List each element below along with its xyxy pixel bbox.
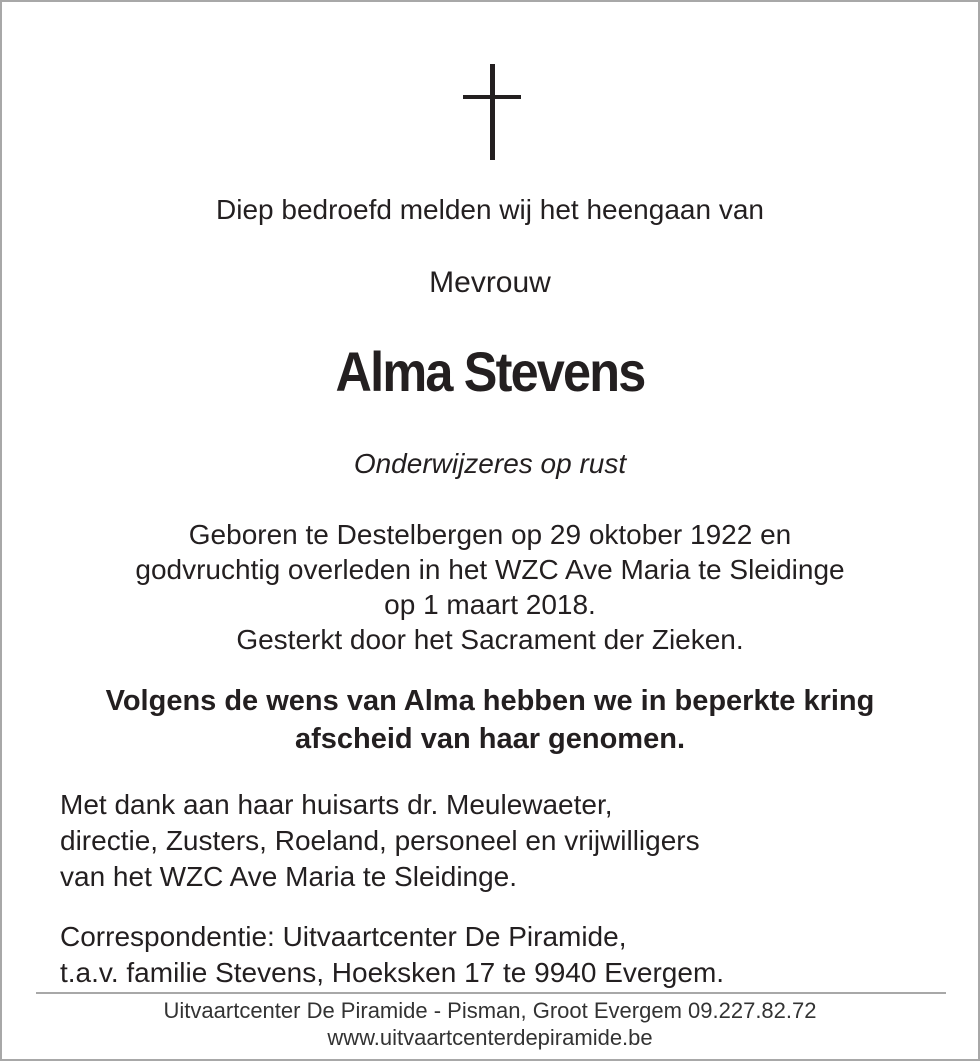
birth-death-paragraph [2, 517, 978, 657]
wish-line: Volgens de wens van Alma hebben we in beperkte kring [105, 685, 875, 717]
wish-paragraph [2, 682, 978, 758]
thanks-line: directie, Zusters, Roeland, personeel en vrijwilligers [60, 825, 700, 856]
cross-vertical-bar [490, 64, 495, 160]
cross-horizontal-bar [463, 95, 521, 99]
birth-line: godvruchtig overleden in het WZC Ave Maria te Sleidinge [135, 554, 845, 585]
thanks-line: van het WZC Ave Maria te Sleidinge. [60, 861, 518, 892]
footer-website-link[interactable]: www.uitvaartcenterdepiramide.be [327, 1025, 653, 1050]
cross-icon [463, 64, 523, 162]
correspondence-paragraph [60, 919, 724, 991]
birth-line: Gesterkt door het Sacrament der Zieken. [236, 624, 744, 655]
footer-contact-line: Uitvaartcenter De Piramide - Pisman, Groot Evergem 09.227.82.72 [163, 998, 817, 1023]
wish-line: afscheid van haar genomen. [294, 723, 685, 755]
correspondence-line: t.a.v. familie Stevens, Hoeksken 17 te 9940 Evergem. [60, 957, 725, 988]
birth-line: op 1 maart 2018. [384, 589, 596, 620]
birth-line: Geboren te Destelbergen op 29 oktober 1922 en [188, 519, 792, 550]
footer [2, 997, 978, 1051]
intro-text: Diep bedroefd melden wij het heengaan van [216, 194, 764, 225]
thanks-paragraph [60, 787, 700, 895]
correspondence-line: Correspondentie: Uitvaartcenter De Piramide, [60, 921, 627, 952]
honorific-title: Mevrouw [429, 266, 551, 299]
footer-divider [36, 992, 946, 994]
thanks-line: Met dank aan haar huisarts dr. Meulewaeter, [60, 789, 613, 820]
deceased-name: Alma Stevens [335, 340, 645, 403]
profession-text: Onderwijzeres op rust [353, 448, 627, 479]
